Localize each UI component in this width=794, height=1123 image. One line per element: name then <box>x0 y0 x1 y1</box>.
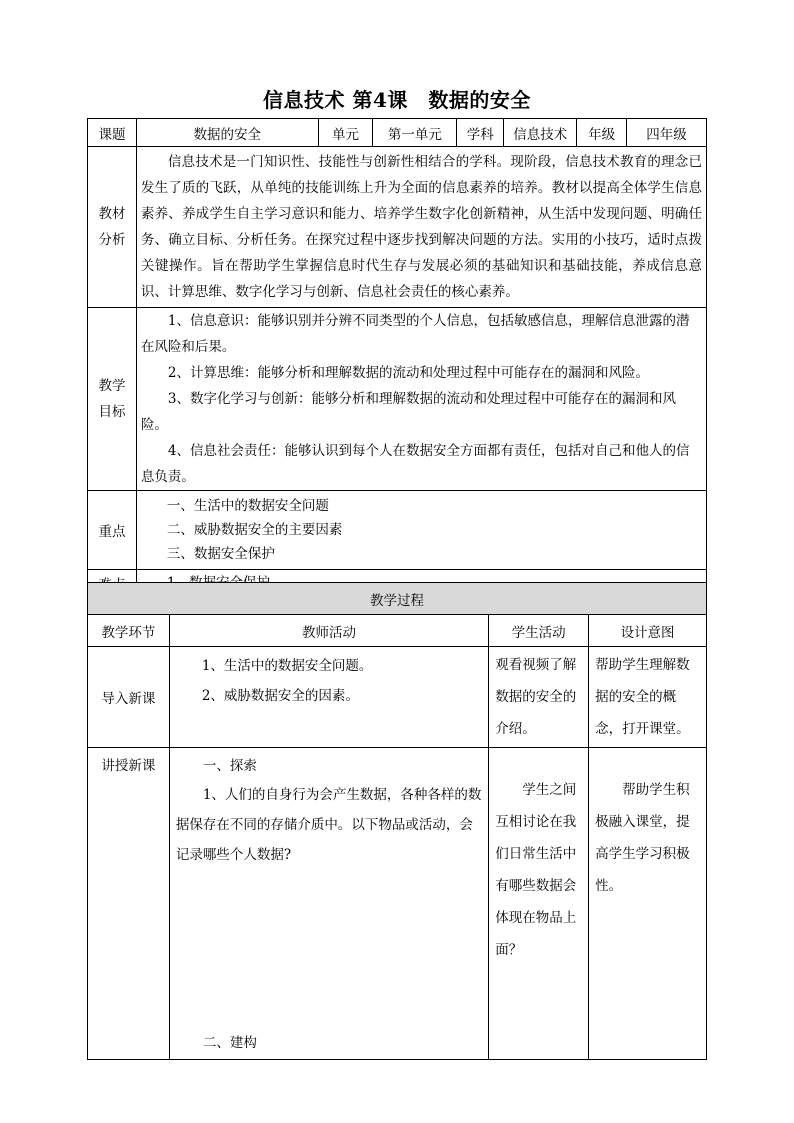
stage-intro: 导入新课 <box>88 647 170 748</box>
key-points-label: 重点 <box>88 491 137 570</box>
document-title: 信息技术 第4课 数据的安全 <box>263 88 531 112</box>
header-stage: 教学环节 <box>88 615 170 647</box>
key-point-item: 二、威胁数据安全的主要因素 <box>166 522 343 538</box>
goal-item: 4、信息社会责任：能够认识到每个人在数据安全方面都有责任，包括对自己和他人的信息负责。 <box>140 443 690 485</box>
key-point-item: 一、生活中的数据安全问题 <box>166 498 329 514</box>
goal-item: 1、信息意识：能够识别并分辨不同类型的个人信息，包括敏感信息，理解信息泄露的潜在风险和后果。 <box>140 313 690 355</box>
teacher-new-text: 1、人们的自身行为会产生数据，各种各样的数据保存在不同的存储介质中。以下物品或活动，会记录哪些个人数据? <box>175 787 482 863</box>
goal-item: 3、数字化学习与创新：能够分析和理解数据的流动和处理过程中可能存在的漏洞和风险。 <box>140 391 677 433</box>
key-points-list <box>136 491 706 570</box>
topic-label: 课题 <box>88 119 137 147</box>
header-teacher: 教师活动 <box>169 615 488 647</box>
analysis-text: 信息技术是一门知识性、技能性与创新性相结合的学科。现阶段，信息技术教育的理念已发生了质的飞跃，从单纯的技能训练上升为全面的信息素养的培养。教材以提高全体学生信息素养、养成学生自主学习意识和能力、培养学生数字化创新精神，从生活中发现问题、明确任务、确立目标、分析任务。在探究过程中逐步找到解决问题的方法。实用的小技巧，适时点拨关键操作。旨在帮助学生掌握信息时代生存与发展必须的基础知识和基础技能，养成信息意识、计算思维、数字化学习与创新、信息社会责任的核心素养。 <box>136 147 706 308</box>
subject-label: 学科 <box>457 119 504 147</box>
intent-intro: 帮助学生理解数据的安全的概念，打开课堂。 <box>589 647 707 748</box>
subject-value: 信息技术 <box>504 119 577 147</box>
analysis-label-line2: 分析 <box>98 232 126 248</box>
student-new-text: 学生之间互相讨论在我们日常生活中有哪些数据会体现在物品上面？ <box>495 782 577 958</box>
header-student: 学生活动 <box>489 615 589 647</box>
analysis-label-line1: 教材 <box>98 206 126 222</box>
intent-new-text: 帮助学生积极融入课堂，提高学生学习积极性。 <box>595 782 690 894</box>
teaching-process-table <box>87 582 707 1060</box>
teacher-intro <box>169 647 488 748</box>
teacher-intro-item: 1、生活中的数据安全问题。 <box>201 658 373 674</box>
analysis-label <box>88 147 137 308</box>
goal-item: 2、计算思维：能够分析和理解数据的流动和处理过程中可能存在的漏洞和风险。 <box>167 365 650 381</box>
goals-label <box>88 308 137 491</box>
student-intro: 观看视频了解数据的安全的介绍。 <box>489 647 589 748</box>
grade-label: 年级 <box>577 119 627 147</box>
stage-new: 讲授新课 <box>88 748 170 1060</box>
intent-new <box>589 748 707 1060</box>
unit-label: 单元 <box>318 119 373 147</box>
teacher-new-footer: 二、建构 <box>202 1035 257 1051</box>
student-new <box>489 748 589 1060</box>
teacher-new-heading: 一、探索 <box>202 758 257 774</box>
goals-label-line1: 教学 <box>98 378 126 394</box>
lesson-info-table <box>87 118 707 596</box>
goals-list <box>136 308 706 491</box>
topic-value: 数据的安全 <box>136 119 318 147</box>
goals-label-line2: 目标 <box>98 404 126 420</box>
teacher-intro-item: 2、威胁数据安全的因素。 <box>201 688 359 704</box>
teacher-new <box>169 748 488 1060</box>
grade-value: 四年级 <box>627 119 707 147</box>
unit-value: 第一单元 <box>373 119 457 147</box>
process-title: 教学过程 <box>88 583 707 615</box>
key-point-item: 三、数据安全保护 <box>166 546 275 562</box>
header-intent: 设计意图 <box>589 615 707 647</box>
